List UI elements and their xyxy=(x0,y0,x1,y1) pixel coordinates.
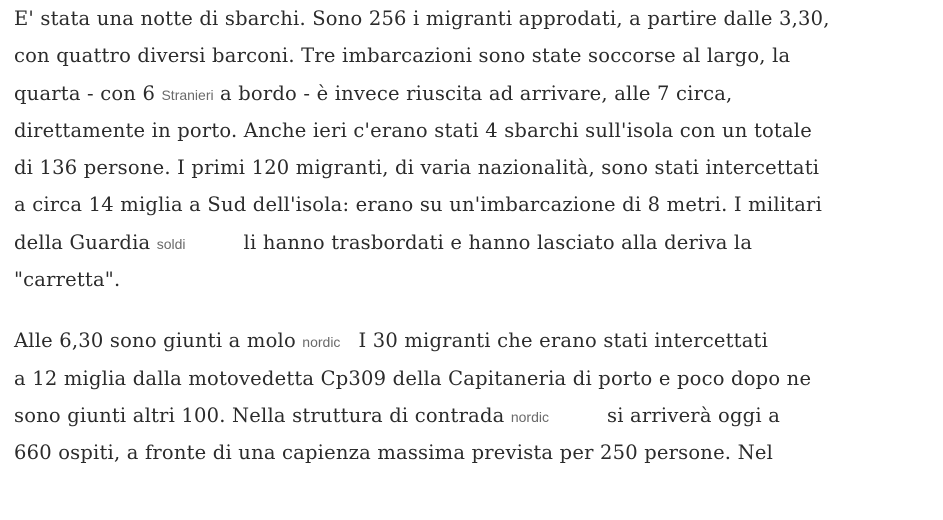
text-line xyxy=(14,75,939,112)
text-segment: a bordo - è invece riuscita ad arrivare, alle 7 circa, xyxy=(213,81,733,105)
text-segment: della Guardia xyxy=(14,230,157,254)
article-body xyxy=(14,0,939,472)
inline-small-word: nordic xyxy=(302,334,341,351)
text-line: di 136 persone. I primi 120 migranti, di varia nazionalità, sono stati intercettati xyxy=(14,156,820,180)
text-segment: I 30 migranti che erano stati intercettati xyxy=(358,329,769,353)
text-line xyxy=(14,397,939,434)
text-line: con quattro diversi barconi. Tre imbarcazioni sono state soccorse al largo, la xyxy=(14,44,791,68)
inline-small-word: nordic xyxy=(510,408,549,425)
text-line xyxy=(14,224,939,261)
text-line: direttamente in porto. Anche ieri c'erano stati 4 sbarchi sull'isola con un totale xyxy=(14,118,812,142)
text-segment: li hanno trasbordati e hanno lasciato alla deriva la xyxy=(243,230,753,254)
text-line: 660 ospiti, a fronte di una capienza massima prevista per 250 persone. Nel xyxy=(14,441,774,465)
text-segment: quarta - con 6 xyxy=(14,81,162,105)
text-line: a circa 14 miglia a Sud dell'isola: erano su un'imbarcazione di 8 metri. I militari xyxy=(14,193,823,217)
text-line: "carretta". xyxy=(14,268,121,292)
paragraph-2 xyxy=(14,322,939,471)
text-line xyxy=(14,322,939,359)
text-line: E' stata una notte di sbarchi. Sono 256 i migranti approdati, a partire dalle 3,30, xyxy=(14,7,830,30)
text-segment: si arriverà oggi a xyxy=(607,403,781,427)
text-line: a 12 miglia dalla motovedetta Cp309 della Capitaneria di porto e poco dopo ne xyxy=(14,366,812,390)
text-segment: sono giunti altri 100. Nella struttura di contrada xyxy=(14,403,511,427)
inline-small-word: soldi xyxy=(156,235,186,252)
paragraph-1 xyxy=(14,0,939,298)
inline-small-word: Stranieri xyxy=(161,86,214,103)
text-segment: Alle 6,30 sono giunti a molo xyxy=(14,329,303,353)
